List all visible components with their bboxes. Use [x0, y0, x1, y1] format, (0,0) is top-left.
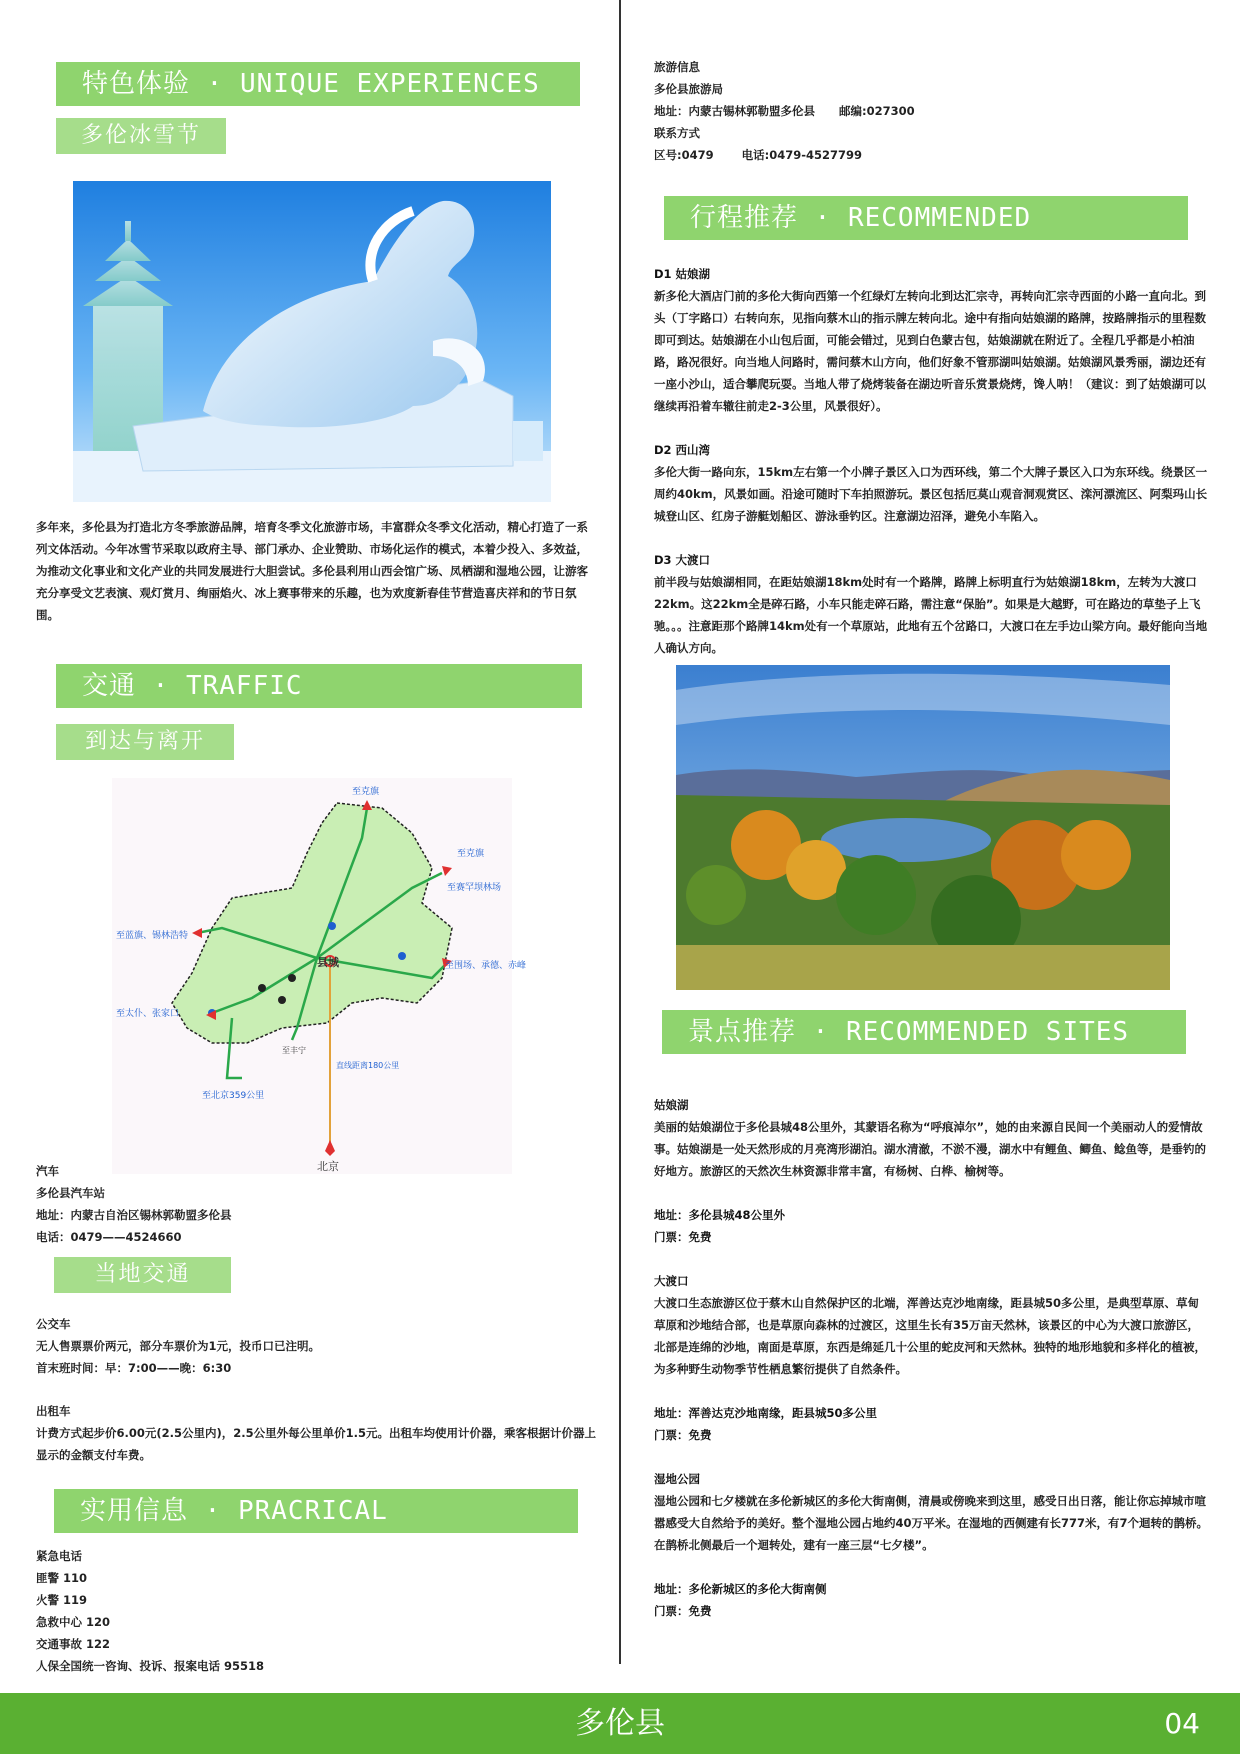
site1-text: 美丽的姑娘湖位于多伦县城48公里外，其蒙语名称为“呼痕淖尔”，她的由来源自民间一个美丽动人的爱情故事。姑娘湖是一处天然形成的月亮湾形湖泊。湖水清澈，不淤不漫，湖水中有鲤鱼、鲫鱼、鲶鱼等，是垂钓的好地方。旅游区的天然次生林资源非常丰富，有杨树、白桦、榆树等。: [654, 1120, 1206, 1178]
ice-festival-subheading: 多伦冰雪节: [56, 118, 226, 154]
footer-title: 多伦县: [575, 1706, 665, 1741]
ice-festival-paragraph: 多年来，多伦县为打造北方冬季旅游品牌，培育冬季文化旅游市场，丰富群众冬季文化活动，精心打造了一系列文体活动。今年冰雪节采取以政府主导、部门承办、企业赞助、市场化运作的模式，本着少投入、多效益，为推动文化事业和文化产业的共同发展进行大胆尝试。多伦县利用山西会馆广场、凤栖湖和湿地公园，让游客充分享受文艺表演、观灯赏月、绚丽焰火、冰上赛事带来的乐趣，也为欢度新春佳节营造喜庆祥和的节日氛围。: [36, 520, 588, 622]
map-dir-left2: 至太仆、张家口: [116, 1009, 180, 1019]
recommended-sites-banner: 景点推荐 · RECOMMENDED SITES: [662, 1010, 1186, 1054]
day3-title: D3 大渡口: [654, 553, 711, 567]
page-footer: [0, 1693, 1240, 1754]
site2-ticket: 门票：免费: [654, 1428, 712, 1442]
ice-sculpture-photo: [73, 181, 551, 502]
police-number: 匪警 110: [36, 1571, 88, 1585]
site1-title: 姑娘湖: [654, 1098, 689, 1112]
arrival-departure-subheading: 到达与离开: [56, 724, 234, 760]
column-divider: [619, 0, 621, 1664]
map-dir-right3: 至围场、承德、赤峰: [445, 961, 527, 971]
page-number: 04: [1164, 1707, 1200, 1740]
taxi-info: [36, 1400, 596, 1422]
site2-title: 大渡口: [654, 1274, 689, 1288]
site3-address: 地址：多伦新城区的多伦大街南侧: [654, 1582, 827, 1596]
day1-title: D1 姑娘湖: [654, 267, 711, 281]
public-bus-info: [36, 1313, 596, 1379]
itinerary-days: [654, 263, 1240, 659]
tourism-bureau: 多伦县旅游局: [654, 82, 723, 96]
bus-address: 地址：内蒙古自治区锡林郭勒盟多伦县: [36, 1208, 232, 1222]
map-distance-label: 直线距离180公里: [336, 1061, 400, 1070]
map-dir-beijing: 至北京359公里: [202, 1091, 265, 1101]
map-dir-right1: 至克旗: [457, 849, 485, 859]
map-beijing-label: 北京: [317, 1160, 339, 1173]
insurance-number: 人保全国统一咨询、投诉、报案电话 95518: [36, 1659, 265, 1673]
taxi-title: 出租车: [36, 1404, 71, 1418]
tourism-info: [654, 56, 1214, 166]
day2-text: 多伦大街一路向东，15km左右第一个小牌子景区入口为西环线，第二个大牌子景区入口为东环线。绕景区一周约40km，风景如画。沿途可随时下车拍照游玩。景区包括厄莫山观音洞观赏区、滦河漂流区、阿梨玛山长城登山区、红房子游艇划船区、游泳垂钓区。注意湖边沼泽，避免小车陷入。: [654, 465, 1208, 523]
sites-list: [654, 1094, 1240, 1622]
public-bus-fare: 无人售票票价两元，部分车票价为1元，投币口已注明。: [36, 1339, 320, 1353]
bus-info: [36, 1160, 596, 1248]
traffic-accident-number: 交通事故 122: [36, 1637, 111, 1651]
bus-title: 汽车: [36, 1164, 59, 1178]
site3-text: 湿地公园和七夕楼就在多伦新城区的多伦大街南侧，清晨或傍晚来到这里，感受日出日落，能让你忘掉城市喧嚣感受大自然给予的美好。整个湿地公园占地约40万平米。在湿地的西侧建有长777米，有7个迴转的鹊桥。在鹊桥北侧最后一个迴转处，建有一座三层“七夕楼”。: [654, 1494, 1209, 1552]
map-dir-bottom: 至丰宁: [282, 1046, 306, 1055]
tourism-info-title: 旅游信息: [654, 60, 700, 74]
day1-text: 新多伦大酒店门前的多伦大街向西第一个红绿灯左转向北到达汇宗寺，再转向汇宗寺西面的小路一直向北。到头（丁字路口）右转向东，见指向蔡木山的指示牌左转向北。途中有指向姑娘湖的路牌，按路牌指示的里程数即可到达。姑娘湖在小山包后面，可能会错过，见到白色蒙古包，姑娘湖就在附近了。全程几乎都是小柏油路，路况很好。向当地人问路时，需问蔡木山方向，他们好象不管那湖叫姑娘湖。姑娘湖风景秀丽，湖边还有一座小沙山，适合攀爬玩耍。当地人带了烧烤装备在湖边听音乐赏景烧烤，馋人呐！（建议：到了姑娘湖可以继续再沿着车辙往前走2-3公里，风景很好）。: [654, 289, 1206, 413]
site3-ticket: 门票：免费: [654, 1604, 712, 1618]
public-bus-hours: 首末班时间：早：7:00——晚：6:30: [36, 1361, 232, 1375]
day2-title: D2 西山湾: [654, 443, 711, 457]
bus-phone: 电话：0479——4524660: [36, 1230, 182, 1244]
site1-address: 地址：多伦县城48公里外: [654, 1208, 786, 1222]
unique-experiences-banner: 特色体验 · UNIQUE EXPERIENCES: [56, 62, 580, 106]
ambulance-number: 急救中心 120: [36, 1615, 111, 1629]
map-dir-left1: 至蓝旗、锡林浩特: [116, 931, 189, 941]
site2-address: 地址：浑善达克沙地南缘，距县城50多公里: [654, 1406, 878, 1420]
traffic-map: [112, 778, 527, 1174]
map-county-label: 县城: [317, 956, 339, 969]
contact-title: 联系方式: [654, 126, 700, 140]
site3-title: 湿地公园: [654, 1472, 700, 1486]
public-bus-title: 公交车: [36, 1317, 71, 1331]
lake-landscape-photo: [676, 665, 1170, 990]
day3-text: 前半段与姑娘湖相同，在距姑娘湖18km处时有一个路牌，路牌上标明直行为姑娘湖18km，左转为大渡口22km。这22km全是碎石路，小车只能走碎石路，需注意“保胎”。如果是大越野，可在路边的草垫子上飞驰。。。注意距那个路牌14km处有一个草原站，此地有五个岔路口，大渡口在左手边山梁方向。最好能向当地人确认方向。: [654, 575, 1208, 655]
map-dir-top: 至克旗: [352, 787, 380, 797]
traffic-banner: 交通 · TRAFFIC: [56, 664, 582, 708]
practical-info-banner: 实用信息 · PRACRICAL INFORMATION: [54, 1489, 578, 1533]
map-dir-right2: 至赛罕坝林场: [447, 883, 502, 893]
fire-number: 火警 119: [36, 1593, 88, 1607]
site2-text: 大渡口生态旅游区位于蔡木山自然保护区的北端，浑善达克沙地南缘，距县城50多公里，是典型草原、草甸草原和沙地结合部，也是草原向森林的过渡区，这里生长有35万亩天然林，该景区的中心为大渡口旅游区，北部是连绵的沙地，南面是草原，东西是绵延几十公里的蛇皮河和天然林。独特的地形地貌和多样化的植被，为多种野生动物季节性栖息繁衍提供了自然条件。: [654, 1296, 1206, 1376]
emergency-info: [36, 1545, 596, 1677]
contact-phone: 区号:0479 电话:0479-4527799: [654, 148, 863, 162]
bus-station: 多伦县汽车站: [36, 1186, 105, 1200]
emergency-title: 紧急电话: [36, 1549, 82, 1563]
itinerary-banner: 行程推荐 · RECOMMENDED ITINERARY: [664, 196, 1188, 240]
local-traffic-subheading: 当地交通: [54, 1257, 231, 1293]
site1-ticket: 门票：免费: [654, 1230, 712, 1244]
taxi-paragraph: 计费方式起步价6.00元(2.5公里内)，2.5公里外每公里单价1.5元。出租车均使用计价器，乘客根据计价器上显示的金额支付车费。: [36, 1426, 596, 1462]
tourism-address: 地址：内蒙古锡林郭勒盟多伦县 邮编:027300: [654, 104, 915, 118]
